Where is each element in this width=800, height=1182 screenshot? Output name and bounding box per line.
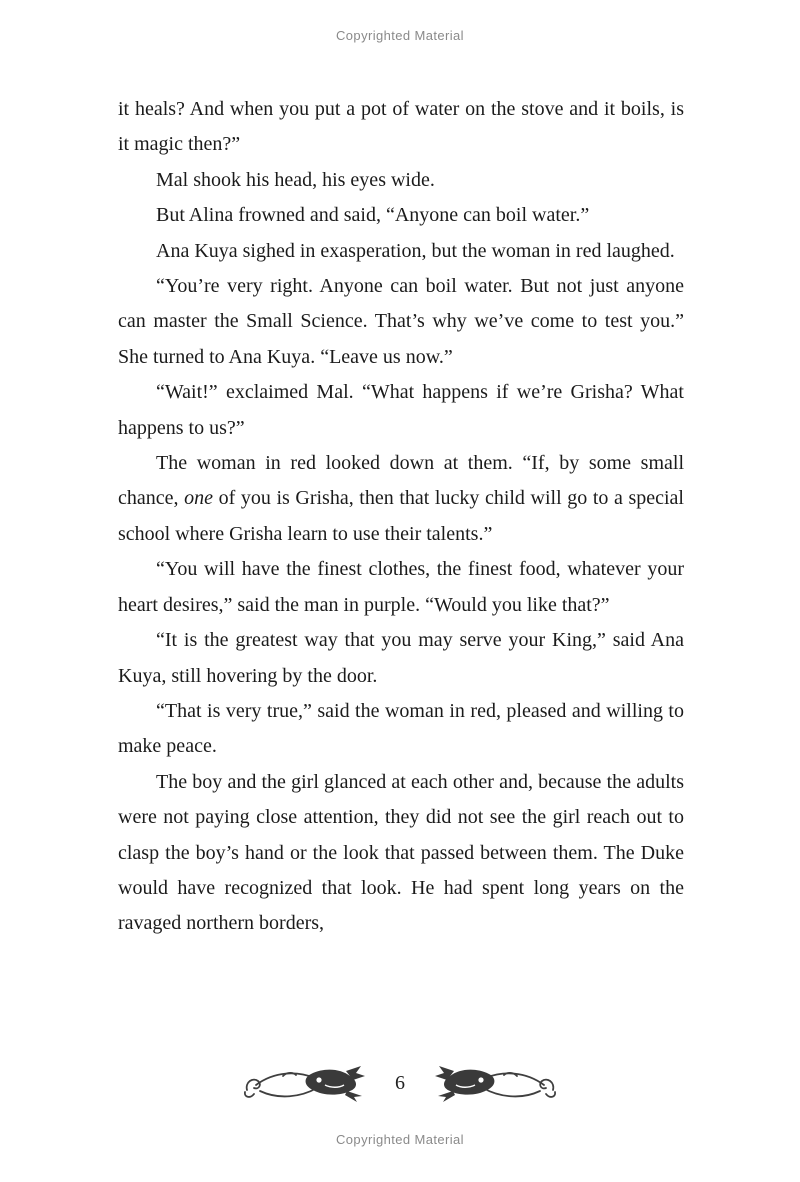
paragraph: Mal shook his head, his eyes wide. [156,168,435,191]
paragraph: But Alina frowned and said, “Anyone can boil water.” [156,204,590,227]
paragraph: “You’re very right. Anyone can boil water. But not just anyone can master the Small Science. That’s why we’ve come to test you.” She turned to Ana Kuya. “Leave us now.” [118,275,684,368]
copyright-notice-bottom: Copyrighted Material [336,1132,464,1147]
paragraph: Ana Kuya sighed in exasperation, but the woman in red laughed. [156,239,675,262]
paragraph-segment: The woman in red looked down at them. “If, by some small chance, [118,452,684,510]
paragraph: “Wait!” exclaimed Mal. “What happens if we’re Grisha? What happens to us?” [118,381,684,439]
emphasized-word: one [184,487,213,510]
flourish-right-icon [431,1064,557,1102]
flourish-left-icon [243,1064,369,1102]
paragraph [118,446,684,552]
paragraph: “It is the greatest way that you may serve your King,” said Ana Kuya, still hovering by the door. [118,629,684,687]
paragraph: The boy and the girl glanced at each other and, because the adults were not paying close attention, they did not see the girl reach out to clasp the boy’s hand or the look that passed between them. The Duke would have recognized that look. He had spent long years on the ravaged northern borders, [118,770,684,935]
paragraph: “That is very true,” said the woman in red, pleased and willing to make peace. [118,699,684,758]
paragraph: “You will have the finest clothes, the finest food, whatever your heart desires,” said the man in purple. “Would you like that?” [118,558,684,616]
page-text [118,92,684,942]
page-number: 6 [395,1071,405,1094]
page-footer [0,1064,800,1102]
copyright-notice-top: Copyrighted Material [336,28,464,43]
paragraph-segment: of you is Grisha, then that lucky child will go to a special school where Grisha learn to use their talents.” [118,487,684,545]
paragraph: it heals? And when you put a pot of water on the stove and it boils, is it magic then?” [118,98,684,156]
